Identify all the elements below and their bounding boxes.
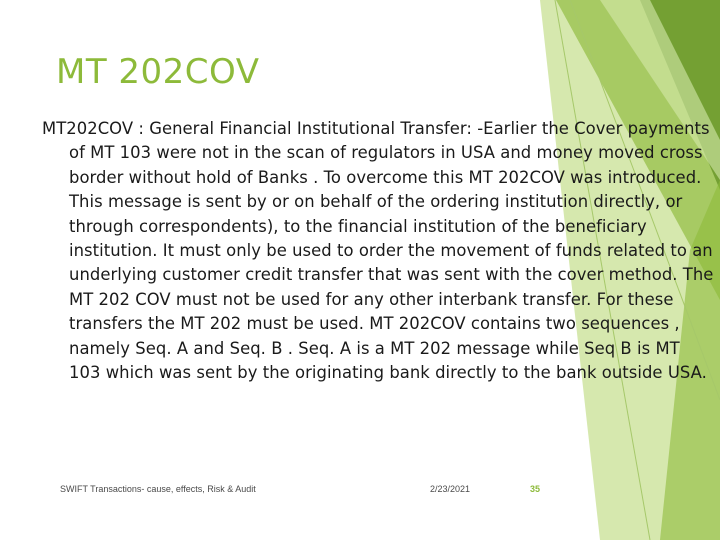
- footer-date: 2/23/2021: [430, 484, 471, 494]
- page-number: 35: [530, 484, 541, 494]
- body-segment-bold: order the movement of funds related to an underlying customer credit transfer: [69, 241, 713, 285]
- footer-text: SWIFT Transactions- cause, effects, Risk & Audit: [60, 484, 256, 494]
- body-segment-big: .: [701, 363, 707, 383]
- slide-body-paragraph: [42, 117, 714, 385]
- body-segment-normal: MT202COV : General Financial Institutional Transfer: -Earlier the Cover payments of MT 103 were not in the scan of regulators in USA and: [42, 119, 710, 163]
- body-segment-normal: moved cross border without hold of Banks . To overcome this MT 202COV was introduced. This message is sent by or on behalf of the ordering institution directly, or through correspondents), to the financial institution of the beneficiary institution. It must only be used to: [69, 143, 703, 261]
- body-segment-normal: that was sent with the cover method. The MT 202 COV must not be used for any other interbank transfer. For these transfers the MT 202 must be used. MT 202COV contains two sequences , namely Seq. A and Seq. B . Seq. A is a MT 202 message while Seq B is MT 103 which was sent by the originating bank directly to the bank outside USA: [69, 265, 714, 383]
- body-segment-big: money: [536, 143, 593, 163]
- slide-title: MT 202COV: [56, 52, 260, 92]
